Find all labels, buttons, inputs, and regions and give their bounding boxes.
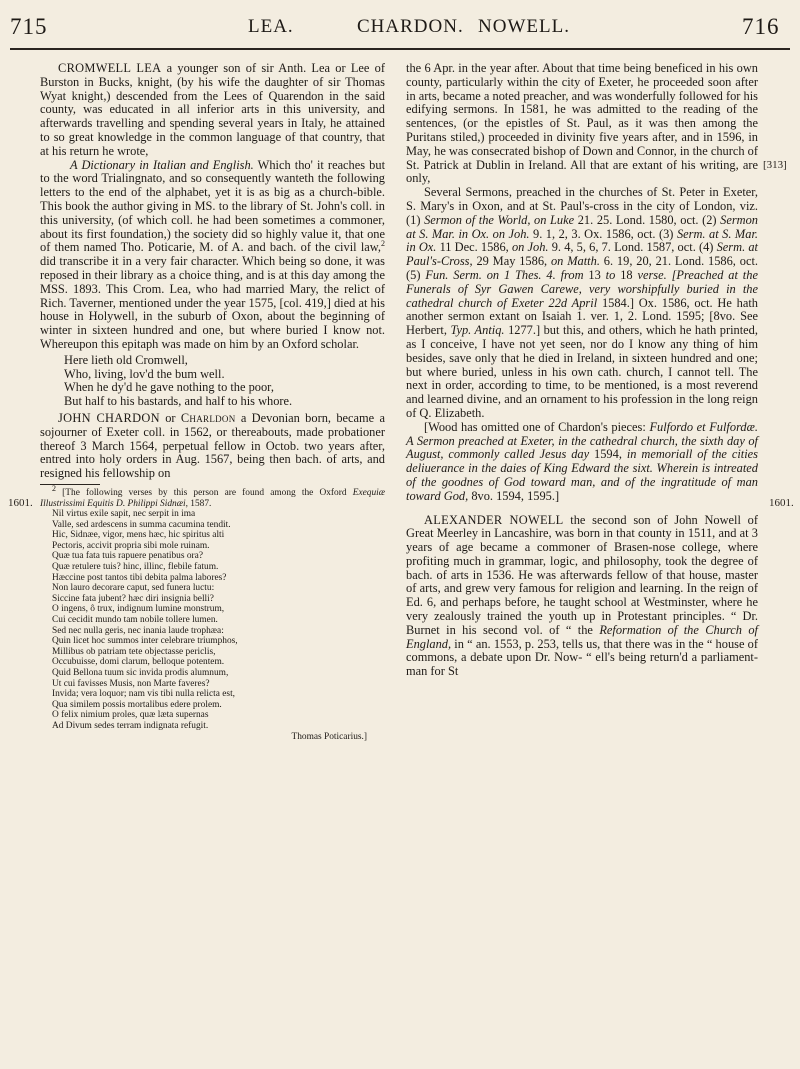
latin-line: Non lauro decorare caput, sed funera luctu: [52,583,215,594]
right-column [406,62,758,679]
verse-line: Who, living, lov'd the bum well. [64,366,225,381]
latin-line: Nil virtus exile sapit, nec serpit in ima [52,509,196,520]
verse-line: Here lieth old Cromwell, [64,352,188,367]
entry-john-chardon: JOHN CHARDON or Charldon a Devonian born, became a sojourner of Exeter coll. in 1562, or thereabouts, made probationer thereof 3 March 1564, perpetual fellow in Octob. two years after, entred into holy orders in Aug. 1567, being then bach. of arts, and resigned his fellowship on [40,410,385,481]
latin-line: Quin licet hoc summos inter celebrare triumphos, [52,636,238,647]
latin-line: Pectoris, accivit propria sibi mole ruinam. [52,540,210,551]
entry-cromwell-lea: CROMWELL LEA a younger son of sir Anth. Lea or Lee of Burston in Bucks, knight, (by his wife the daughter of sir Thomas Wyat knight,) descended from the Lees of Quarendon in the said county, was educated in all inferior arts in this university, and afterwards travelling and spending several years in Italy, he attained to so great knowledge in the common language of that country, that at his return he wrote, [40,61,385,158]
latin-line: Qua similem possis mortalibus edere prolem. [52,699,222,710]
latin-line: Sed nec nulla geris, nec inania laude trophæa: [52,625,224,636]
latin-line: Quid Bellona tuum sic invida prodis alumnum, [52,668,229,678]
latin-line: O felix nimium proles, quæ læta supernas [52,710,209,721]
latin-line: Hæccine post tantos tibi debita palma labores? [52,572,227,583]
latin-line: Hic, Sidnæe, vigor, mens hæc, hic spiritus alti [52,530,225,541]
entry-name: JOHN CHARDON [58,410,160,425]
latin-line: Ad Divum sedes terram indignata refugit. [52,720,209,731]
page-number-right: 716 [742,14,780,39]
margin-bracket-note: [313] [763,159,787,171]
latin-line: Quæ retulere tuis? hinc, illinc, flebile fatum. [52,562,219,573]
entry-alexander-nowell: ALEXANDER NOWELL the second son of John Nowell of Great Meerley in Lancashire, was born in that county in 1511, and at 3 years of age became a commoner of Brasen-nose college, where profiting much in grammar, logic, and philosophy, took the degree of bach. of arts in 1536. He was afterwards fellow of that house, master of arts, and grew very famous for religion and learning. In the reign of Ed. 6, and perhaps before, he taught school at Westminster, where he very zealously trained the youth up in Protestant principles. “ Dr. Burnet in his second vol. of “ the Reformation of the Church of England, in “ an. 1553, p. 253, tells us, that there was in the “ house of commons, a debate upon Dr. Now- “ ell's being return'd a parliament-man for St [406,512,758,679]
latin-line: Millibus ob patriam tete objectasse periclis, [52,646,216,657]
running-head-left: LEA. [248,16,294,37]
latin-line: Occubuisse, domi clarum, belloque potentem. [52,657,225,668]
header-rule [10,48,790,50]
sermons-list: Several Sermons, preached in the churches of St. Peter in Exeter, S. Mary's in Oxon, and at St. Paul's-cross in the city of London, viz. (1) Sermon of the World, on Luke 21. 25. Lond. 1580, oct. (2) Sermon at S. Mar. in Ox. on Joh. 9. 1, 2, 3. Ox. 1586, oct. (3) Serm. at S. Mar. in Ox. 11 Dec. 1586, on Joh. 9. 4, 5, 6, 7. Lond. 1587, oct. (4) Serm. at Paul's-Cross, 29 May 1586, on Matth. 6. 19, 20, 21. Lond. 1586, oct. (5) Fun. Serm. on 1 Thes. 4. from 13 to 18 verse. [Preached at the Funerals of Syr Gawen Carewe, very worshipfully buried in the cathedral church of Exeter 22d April 1584.] Ox. 1586, oct. He hath another sermon extant on Isaiah 1. ver. 1, 2. Lond. 1595; [8vo. See Herbert, Typ. Antiq. 1277.] but this, and others, which he hath printed, as I conceive, I have not yet seen, nor do I know any thing of him besides, save only that he died in Ireland, in sixteen hundred and one; but where buried, unless in his own cath. church, I cannot tell. The next in order, according to time, to be mentioned, is a most reverend and learned divine, and an ornament to his profession in the long reign of Q. Elizabeth. [406,185,758,420]
entry-name: ALEXANDER NOWELL [424,512,564,527]
epitaph-verse [64,354,385,409]
left-column [40,62,385,742]
page-number-left: 715 [10,14,48,39]
footnote [40,483,386,742]
latin-line: O ingens, ô trux, indignum lumine monstrum, [52,604,225,615]
latin-verses [52,509,385,731]
footnote-signature: Thomas Poticarius.] [291,731,367,742]
latin-line: Quæ tua fata tuis rapuere penatibus ora? [52,551,203,562]
wood-note: [Wood has omitted one of Chardon's pieces: Fulfordo et Fulfordæ. A Sermon preached at Exeter, in the cathedral church, the sixth day of August, commonly called Jesus day 1594, in memoriall of the cities deliuerance in the daies of King Edward the sixt. Wherein is intreated of the goodnes of God toward man, and of the ingratitude of man toward God, 8vo. 1594, 1595.] [406,419,758,503]
latin-line: Cui cecidit mundo tam nobile tollere lumen. [52,615,218,626]
latin-line: Valle, sed ardescens in summa cacumina tendit. [52,519,231,530]
footnote-rule [40,484,100,485]
footnote-intro: 2 [The following verses by this person are found among the Oxford Exequiæ Illustrissimi Equitis D. Philippi Sidnæi, 1587. [40,483,386,509]
running-head-center: CHARDON. [357,16,464,37]
verse-line: When he dy'd he gave nothing to the poor, [64,380,274,395]
verse-line: But half to his bastards, and half to his whore. [64,394,293,409]
running-header [0,14,800,44]
latin-line: Invida; vera loquor; nam vis tibi nulla relicta est, [52,689,236,700]
book-title: A Dictionary in Italian and English. [70,157,254,172]
chardon-continued: the 6 Apr. in the year after. About that time being beneficed in his own county, particularly within the city of Exeter, he proceeded soon after in arts, became a noted preacher, and was wonderfully followed for his edifying sermons. In 1581, he was admitted to the reading of the sentences, (or the epistles of St. Paul, as it was then among the Puritans stiled,) proceeded in divinity five years after, and in 1596, in May, he was consecrated bishop of Down and Connor, in the church of St. Patrick at Dublin in Ireland. All that are extant of his writing, are only, [406,61,758,186]
entry-name: CROMWELL LEA [58,61,162,75]
latin-line: Siccine fata jubent? hæc diri insignia belli? [52,593,214,604]
latin-line: Ut cui favisses Musis, non Marte faveres? [52,678,210,689]
footnote-marker: 2 [381,239,385,249]
book-title-line: A Dictionary in Italian and English. Which tho' it reaches but to the word Trialingnato, and so consequently wanteth the following letters to the end of the alphabet, yet it is as big as a church-bible. This book the author giving in MS. to the library of St. John's coll. in this university, (of which coll. he had been sometimes a commoner, about its first foundation,) the society did so highly value it, that one of them named Tho. Poticarie, M. of A. and bach. of the civil law,$^2$ did transcribe it in a very fair character. Which being so done, it was reposed in their library as a choice thing, and is at this day among the MSS. 1893. This Crom. Lea, who had married Mary, the relict of Rich. Taverner, mentioned under the year 1575, [col. 419,] died at his house in Holywell, in the suburb of Oxon, about the beginning of winter in sixteen hundred and one, but where buried I know not. Whereupon this epitaph was made on him by an Oxford scholar. [40,157,386,351]
margin-year-right: 1601. [769,497,794,509]
margin-year-left: 1601. [8,497,33,509]
running-head-right: NOWELL. [478,16,570,37]
